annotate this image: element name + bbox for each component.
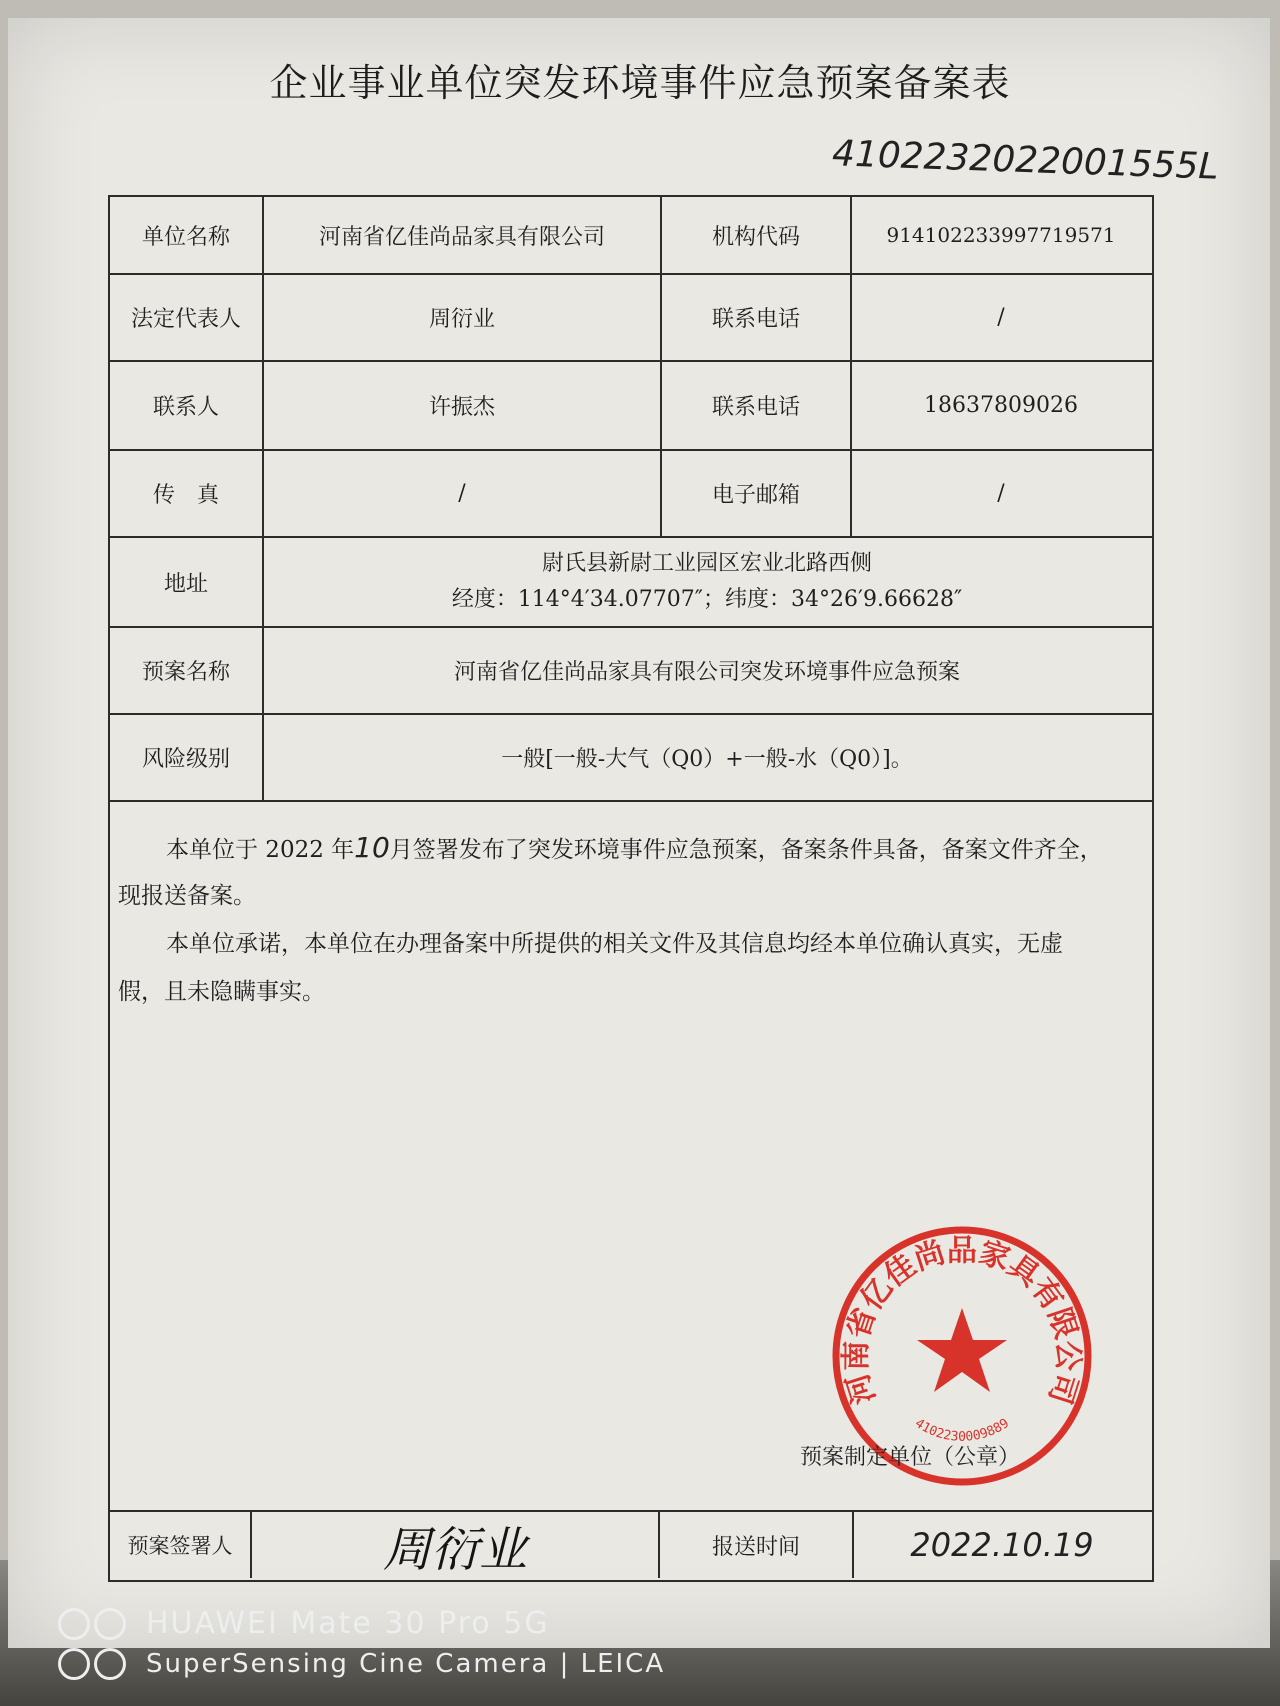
document-title: 企业事业单位突发环境事件应急预案备案表: [269, 61, 1011, 105]
para1-text-a: 本单位于 2022 年: [166, 837, 355, 863]
seal-caption: 预案制定单位（公章）: [800, 1445, 1021, 1470]
email-value: /: [997, 481, 1005, 506]
unit-name-value: 河南省亿佳尚品家具有限公司: [318, 224, 605, 250]
email-label: 电子邮箱: [711, 483, 800, 508]
contact-value: 许振杰: [428, 395, 495, 420]
org-code-label: 机构代码: [711, 224, 800, 250]
seal-number: 4102230009889: [912, 1415, 1012, 1445]
leica-dots-icon: [58, 1648, 126, 1680]
seal-text: 河南省亿佳尚品家具有限公司: [838, 1233, 1086, 1409]
fax-value: /: [458, 481, 466, 506]
risk-level-value: 一般[一般-大气（Q0）+一般-水（Q0）]。: [501, 747, 913, 772]
phone-value-2: 18637809026: [924, 393, 1078, 418]
para2-continuation: 假，且未隐瞒事实。: [118, 979, 325, 1005]
phone-label-2: 联系电话: [711, 395, 800, 420]
submit-time-label: 报送时间: [711, 1534, 800, 1560]
unit-name-label: 单位名称: [141, 224, 230, 250]
camera-watermark-line2: [58, 1648, 665, 1680]
address-value: [264, 538, 1150, 626]
legal-rep-label: 法定代表人: [130, 307, 241, 332]
plan-name-value: 河南省亿佳尚品家具有限公司突发环境事件应急预案: [453, 660, 960, 685]
filing-number: 4102232022001555L: [831, 133, 1220, 188]
declaration-paragraph-2: 本单位承诺，本单位在办理备案中所提供的相关文件及其信息均经本单位确认真实，无虚: [166, 931, 1063, 957]
para1-continuation: 现报送备案。: [118, 883, 256, 909]
table-rule: [108, 800, 1152, 802]
leica-dots-icon: [58, 1608, 126, 1640]
signer-label: 预案签署人: [127, 1534, 233, 1558]
org-code-value: 914102233997719571: [886, 223, 1116, 247]
legal-rep-value: 周衍业: [428, 307, 495, 332]
declaration-paragraph-1: [166, 824, 1146, 874]
handwritten-month: 10: [354, 831, 390, 864]
contact-label: 联系人: [152, 395, 219, 420]
phone-value-1: /: [997, 305, 1005, 330]
watermark-model: HUAWEI Mate 30 Pro 5G: [146, 1606, 550, 1641]
fax-label: 传 真: [152, 483, 219, 508]
address-label: 地址: [163, 571, 208, 597]
plan-name-label: 预案名称: [141, 660, 230, 685]
signer-signature: 周衍业: [382, 1521, 527, 1578]
watermark-camera: SuperSensing Cine Camera | LEICA: [146, 1649, 666, 1679]
address-coordinates: 经度：114°4′34.07707″；纬度：34°26′9.66628″: [451, 587, 963, 612]
camera-watermark-line1: [58, 1606, 550, 1641]
address-line-1: 尉氏县新尉工业园区宏业北路西侧: [541, 551, 872, 576]
phone-label-1: 联系电话: [711, 307, 800, 332]
risk-level-label: 风险级别: [141, 747, 230, 772]
submit-time-value: 2022.10.19: [910, 1526, 1094, 1564]
para1-text-b: 月签署发布了突发环境事件应急预案，备案条件具备，备案文件齐全，: [389, 837, 1103, 863]
